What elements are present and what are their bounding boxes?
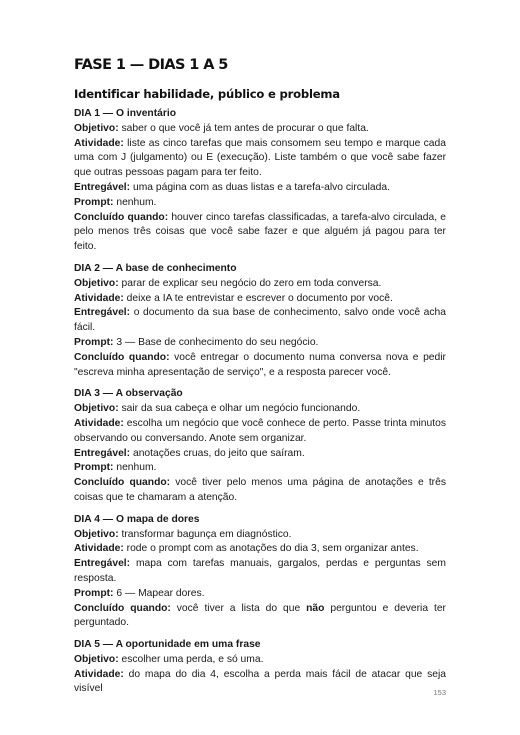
done-emphasis: não	[306, 602, 325, 614]
activity-line	[74, 292, 446, 307]
done-line	[74, 476, 446, 506]
deliverable-label: Entregável:	[74, 307, 131, 319]
activity-label: Atividade:	[74, 668, 124, 680]
day-title: DIA 5 — A oportunidade em uma frase	[74, 639, 261, 651]
objective-line	[74, 528, 446, 543]
prompt-label: Prompt:	[74, 587, 114, 599]
page-content	[74, 56, 446, 704]
day-4-block	[74, 513, 446, 631]
section-title: Identificar habilidade, público e problema	[74, 87, 340, 101]
done-text-start: você tiver a lista do que	[176, 602, 307, 614]
done-line	[74, 351, 446, 381]
done-label: Concluído quando:	[74, 602, 171, 614]
objective-text: sair da sua cabeça e olhar um negócio funcionando.	[121, 403, 361, 415]
deliverable-text: mapa com tarefas manuais, gargalos, perdas e perguntas sem resposta.	[74, 558, 446, 584]
deliverable-line	[74, 306, 446, 336]
objective-text: saber o que você já tem antes de procurar o que falta.	[121, 122, 369, 134]
done-text-end: perguntou e deveria ter perguntado.	[74, 602, 446, 629]
activity-label: Atividade:	[74, 137, 124, 149]
prompt-line	[74, 587, 446, 602]
objective-text: parar de explicar seu negócio do zero em toda conversa.	[121, 277, 382, 289]
deliverable-label: Entregável:	[74, 447, 131, 459]
done-line	[74, 602, 446, 632]
day-1-block	[74, 107, 446, 255]
objective-line	[74, 122, 446, 137]
done-label: Concluído quando:	[74, 351, 170, 363]
objective-line	[74, 402, 446, 417]
done-label: Concluído quando:	[74, 477, 171, 489]
deliverable-line	[74, 557, 446, 587]
deliverable-text: o documento da sua base de conhecimento, salvo onde você acha fácil.	[74, 307, 446, 334]
day-title: DIA 2 — A base de conhecimento	[74, 262, 237, 274]
prompt-label: Prompt:	[74, 196, 114, 208]
activity-label: Atividade:	[74, 417, 124, 429]
objective-label: Objetivo:	[74, 653, 119, 665]
prompt-text: nenhum.	[116, 196, 157, 208]
day-2-block	[74, 262, 446, 380]
activity-text: do mapa do dia 4, escolha a perda mais fácil de atacar que seja visível	[74, 668, 446, 695]
activity-label: Atividade:	[74, 543, 124, 555]
done-text: você entregar o documento numa conversa nova e pedir "escreva minha apresentação de serviço", e a resposta parecer você.	[74, 351, 446, 378]
prompt-text: 6 — Mapear dores.	[116, 587, 205, 599]
objective-text: transformar bagunça em diagnóstico.	[121, 528, 292, 540]
prompt-line	[74, 196, 446, 211]
deliverable-text: anotações cruas, do jeito que saíram.	[132, 447, 305, 459]
deliverable-label: Entregável:	[74, 558, 131, 570]
activity-text: liste as cinco tarefas que mais consomem seu tempo e marque cada uma com J (julgamento) ou E (execução). Liste também o que você sabe fazer que outras pessoas pagam para ter feito.	[74, 137, 446, 179]
done-line	[74, 211, 446, 255]
objective-label: Objetivo:	[74, 528, 119, 540]
activity-line	[74, 417, 446, 447]
done-text: você tiver pelo menos uma página de anotações e três coisas que te chamaram a atenção.	[74, 477, 446, 503]
activity-text: escolha um negócio que você conhece de perto. Passe trinta minutos observando ou conversando. Anote sem organizar.	[74, 417, 446, 444]
activity-line	[74, 668, 446, 698]
activity-line	[74, 137, 446, 181]
day-title: DIA 4 — O mapa de dores	[74, 513, 200, 525]
prompt-line	[74, 336, 446, 351]
objective-label: Objetivo:	[74, 403, 119, 415]
day-title: DIA 3 — A observação	[74, 388, 183, 400]
objective-line	[74, 277, 446, 292]
done-text: houver cinco tarefas classificadas, a tarefa-alvo circulada, e pelo menos três coisas que você sabe fazer e que alguém já pagou para ter feito.	[74, 211, 446, 253]
prompt-text: 3 — Base de conhecimento do seu negócio.	[116, 336, 319, 348]
page-number: 153	[433, 688, 446, 697]
objective-label: Objetivo:	[74, 277, 119, 289]
done-label: Concluído quando:	[74, 211, 169, 223]
deliverable-line	[74, 181, 446, 196]
objective-line	[74, 653, 446, 668]
activity-text: rode o prompt com as anotações do dia 3, sem organizar antes.	[126, 543, 419, 555]
activity-line	[74, 542, 446, 557]
day-5-block	[74, 638, 446, 697]
activity-text: deixe a IA te entrevistar e escrever o documento por você.	[126, 292, 393, 304]
day-3-block	[74, 387, 446, 505]
prompt-label: Prompt:	[74, 462, 114, 474]
phase-title: FASE 1 — DIAS 1 A 5	[74, 57, 228, 73]
objective-text: escolher uma perda, e só uma.	[121, 653, 264, 665]
deliverable-text: uma página com as duas listas e a tarefa-alvo circulada.	[132, 181, 390, 193]
prompt-label: Prompt:	[74, 336, 114, 348]
prompt-text: nenhum.	[116, 462, 157, 474]
objective-label: Objetivo:	[74, 122, 119, 134]
activity-label: Atividade:	[74, 292, 124, 304]
deliverable-label: Entregável:	[74, 181, 131, 193]
deliverable-line	[74, 447, 446, 462]
day-title: DIA 1 — O inventário	[74, 108, 177, 119]
prompt-line	[74, 461, 446, 476]
